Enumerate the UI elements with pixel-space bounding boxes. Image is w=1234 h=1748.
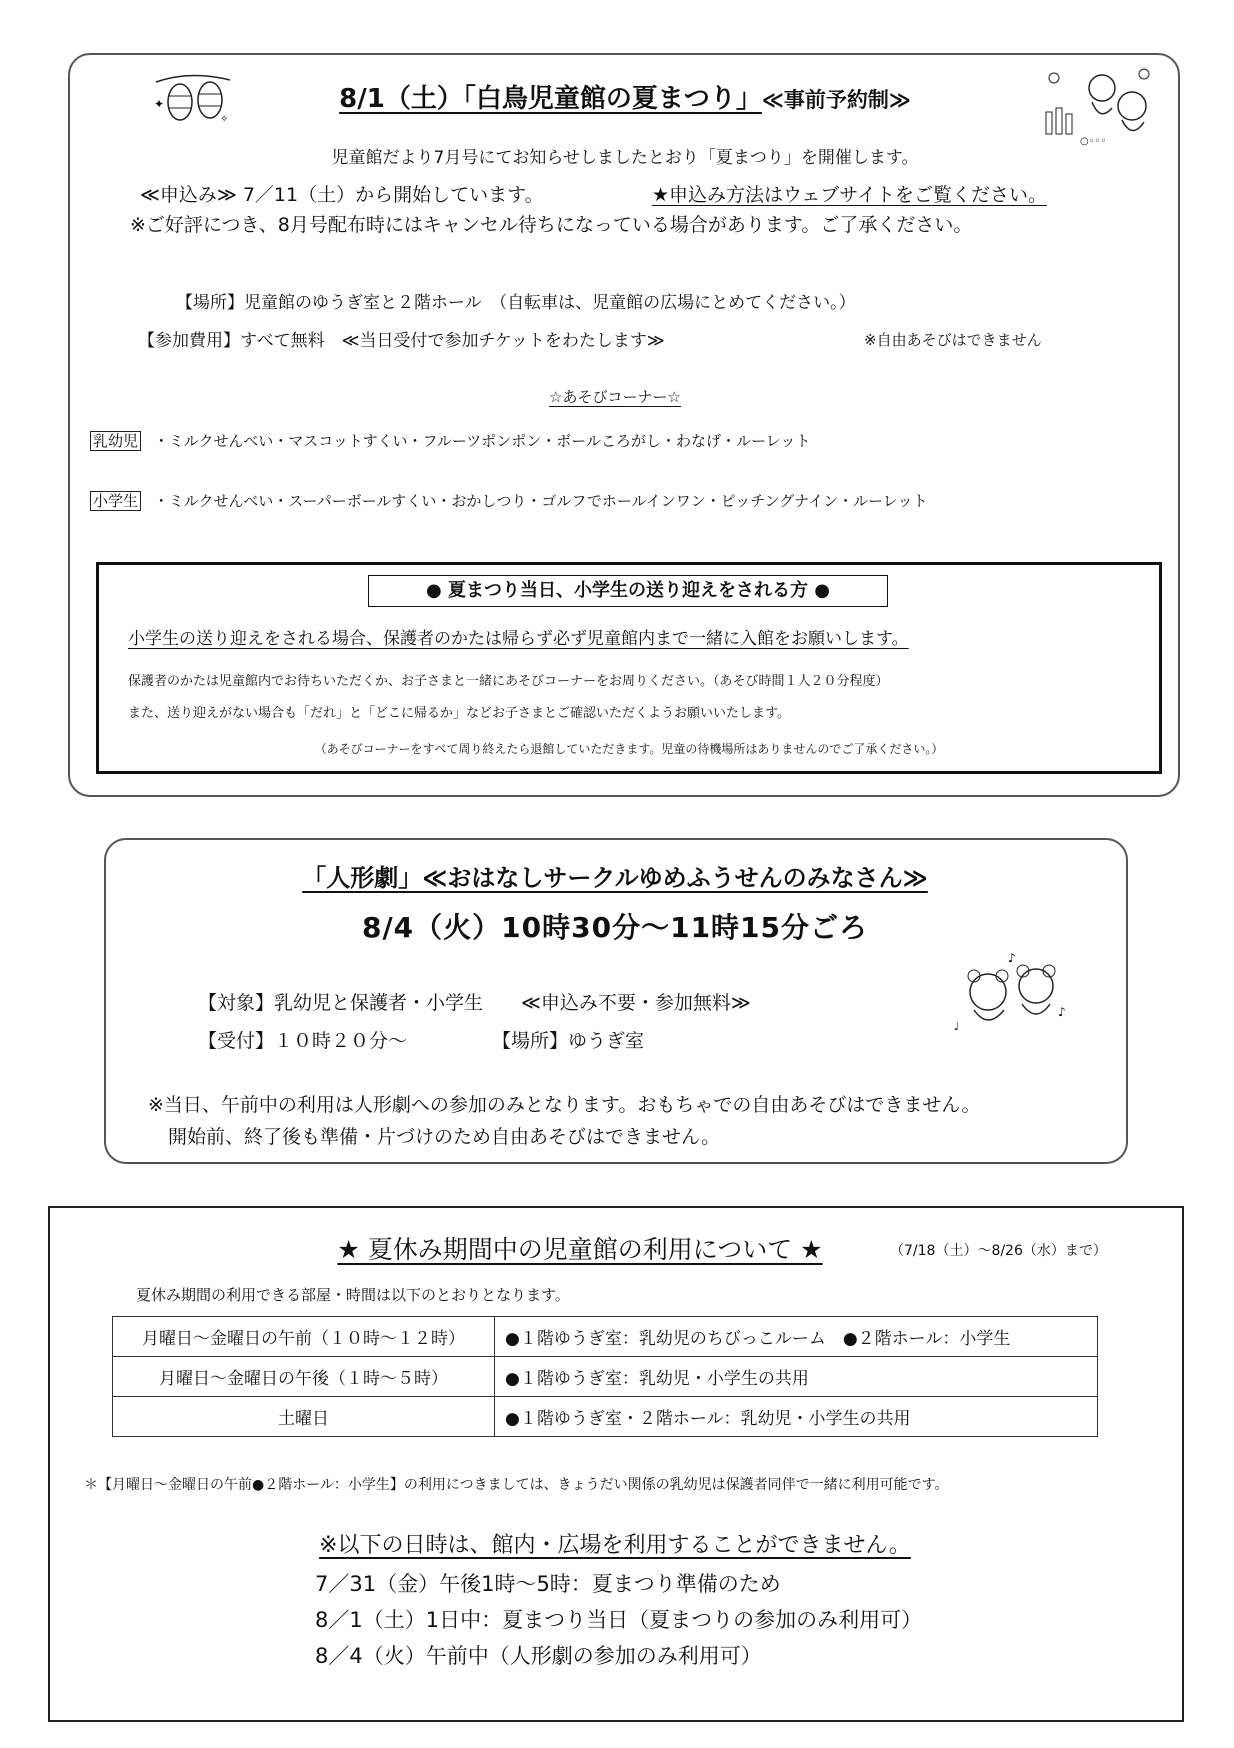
closed-dates-title [200,1528,1030,1559]
table-row [113,1357,1098,1397]
puppet-note2: 開始前、終了後も準備・片づけのため自由あそびはできません。 [168,1126,721,1148]
summer-usage-title [270,1230,890,1266]
puppet-title-text: 「人形劇」≪おはなしサークルゆめふうせんのみなさん≫ [302,864,928,892]
pickup-notice-heading: ● 夏まつり当日、小学生の送り迎えをされる方 ● [368,575,888,607]
festival-apply-start: ≪申込み≫ 7／11（土）から開始しています。 [140,184,544,206]
pickup-notice-line1: 保護者のかたは児童館内でお待ちいただくか、お子さまと一緒にあそびコーナーをお周りください。（あそび時間１人２０分程度） [128,674,889,689]
puppet-title [150,858,1080,893]
svg-text:♪: ♪ [1058,1005,1066,1019]
festival-fee-note: ※自由あそびはできません [864,331,1042,349]
festival-apply-note: ※ご好評につき、8月号配布時にはキャンセル待ちになっている場合があります。ご了承ください。 [130,214,973,236]
schedule-use-cell: ●１階ゆうぎ室：乳幼児のちびっこルーム ●２階ホール：小学生 [495,1317,1098,1357]
festival-apply-method: ★申込み方法はウェブサイトをご覧ください。 [652,184,1047,206]
infant-items: ・ミルクせんべい・マスコットすくい・フルーツポンポン・ボールころがし・わなげ・ルーレット [153,432,811,450]
closed-date-item: 7／31（金）午後1時～5時：夏まつり準備のため [315,1572,781,1596]
school-label: 小学生 [90,491,141,511]
festival-place: 【場所】児童館のゆうぎ室と２階ホール （自転車は、児童館の広場にとめてください。） [176,293,856,313]
infant-corner-row [90,430,811,451]
schedule-time-cell: 月曜日～金曜日の午前（１０時～１２時） [113,1317,495,1357]
summer-usage-period: （7/18（土）～8/26（水）まで） [890,1243,1107,1259]
festival-fee: 【参加費用】すべて無料 ≪当日受付で参加チケットをわたします≫ [138,331,665,351]
kids-illustration [1040,62,1160,148]
festival-title-note: ≪事前予約制≫ [761,88,911,112]
table-row [113,1397,1098,1437]
summer-usage-title-text: ★ 夏休み期間中の児童館の利用について ★ [337,1235,823,1264]
puppet-place: 【場所】ゆうぎ室 [492,1030,645,1052]
festival-intro: 児童館だより7月号にてお知らせしましたとおり「夏まつり」を開催します。 [331,148,919,168]
closed-date-item: 8／1（土）1日中：夏まつり当日（夏まつりの参加のみ利用可） [315,1608,923,1632]
festival-title-text: 8/1（土）「白鳥児童館の夏まつり」 [339,84,762,114]
puppet-note1: ※当日、午前中の利用は人形劇への参加のみとなります。おもちゃでの自由あそびはできません。 [148,1094,981,1116]
school-items: ・ミルクせんべい・スーパーボールすくい・おかしつり・ゴルフでホールインワン・ピッチングナイン・ルーレット [153,492,928,510]
svg-text:✦: ✦ [154,97,165,111]
svg-text:♪: ♪ [1008,951,1016,965]
bears-illustration [950,950,1074,1034]
pickup-notice-line3: （あそびコーナーをすべて周り終えたら退館していただきます。児童の待機場所はありませんのでご了承ください。） [314,742,944,756]
closed-date-item: 8／4（火）午前中（人形劇の参加のみ利用可） [315,1644,762,1668]
festival-title [200,78,1050,115]
schedule-time-cell: 月曜日～金曜日の午後（１時～５時） [113,1357,495,1397]
play-corner-title: ☆あそびコーナー☆ [549,388,681,406]
pickup-notice-main: 小学生の送り迎えをされる場合、保護者のかたは帰らず必ず児童館内まで一緒に入館をお願いします。 [128,629,909,649]
puppet-datetime: 8/4（火）10時30分～11時15分ごろ [361,911,869,944]
svg-text:♩: ♩ [954,1020,960,1033]
puppet-target: 【対象】乳幼児と保護者・小学生 ≪申込み不要・参加無料≫ [198,992,751,1014]
usage-schedule-table [112,1316,1098,1437]
summer-usage-footnote: ＊【月曜日～金曜日の午前●２階ホール：小学生】の利用につきましては、きょうだい関係の乳幼児は保護者同伴で一緒に利用可能です。 [84,1477,949,1493]
table-row [113,1317,1098,1357]
closed-dates-title-text: ※以下の日時は、館内・広場を利用することができません。 [319,1533,911,1558]
summer-usage-intro: 夏休み期間の利用できる部屋・時間は以下のとおりとなります。 [136,1286,570,1304]
svg-text:○◦◦◦: ○◦◦◦ [1080,136,1107,147]
schedule-time-cell: 土曜日 [113,1397,495,1437]
pickup-notice-line2: また、送り迎えがない場合も「だれ」と「どこに帰るか」などお子さまとご確認いただくようお願いいたします。 [128,706,790,721]
svg-text:✧: ✧ [220,114,229,125]
schedule-use-cell: ●１階ゆうぎ室：乳幼児・小学生の共用 [495,1357,1098,1397]
infant-label: 乳幼児 [90,431,141,451]
school-corner-row [90,490,928,511]
schedule-use-cell: ●１階ゆうぎ室・２階ホール：乳幼児・小学生の共用 [495,1397,1098,1437]
puppet-reception: 【受付】１０時２０分～ [198,1030,408,1052]
